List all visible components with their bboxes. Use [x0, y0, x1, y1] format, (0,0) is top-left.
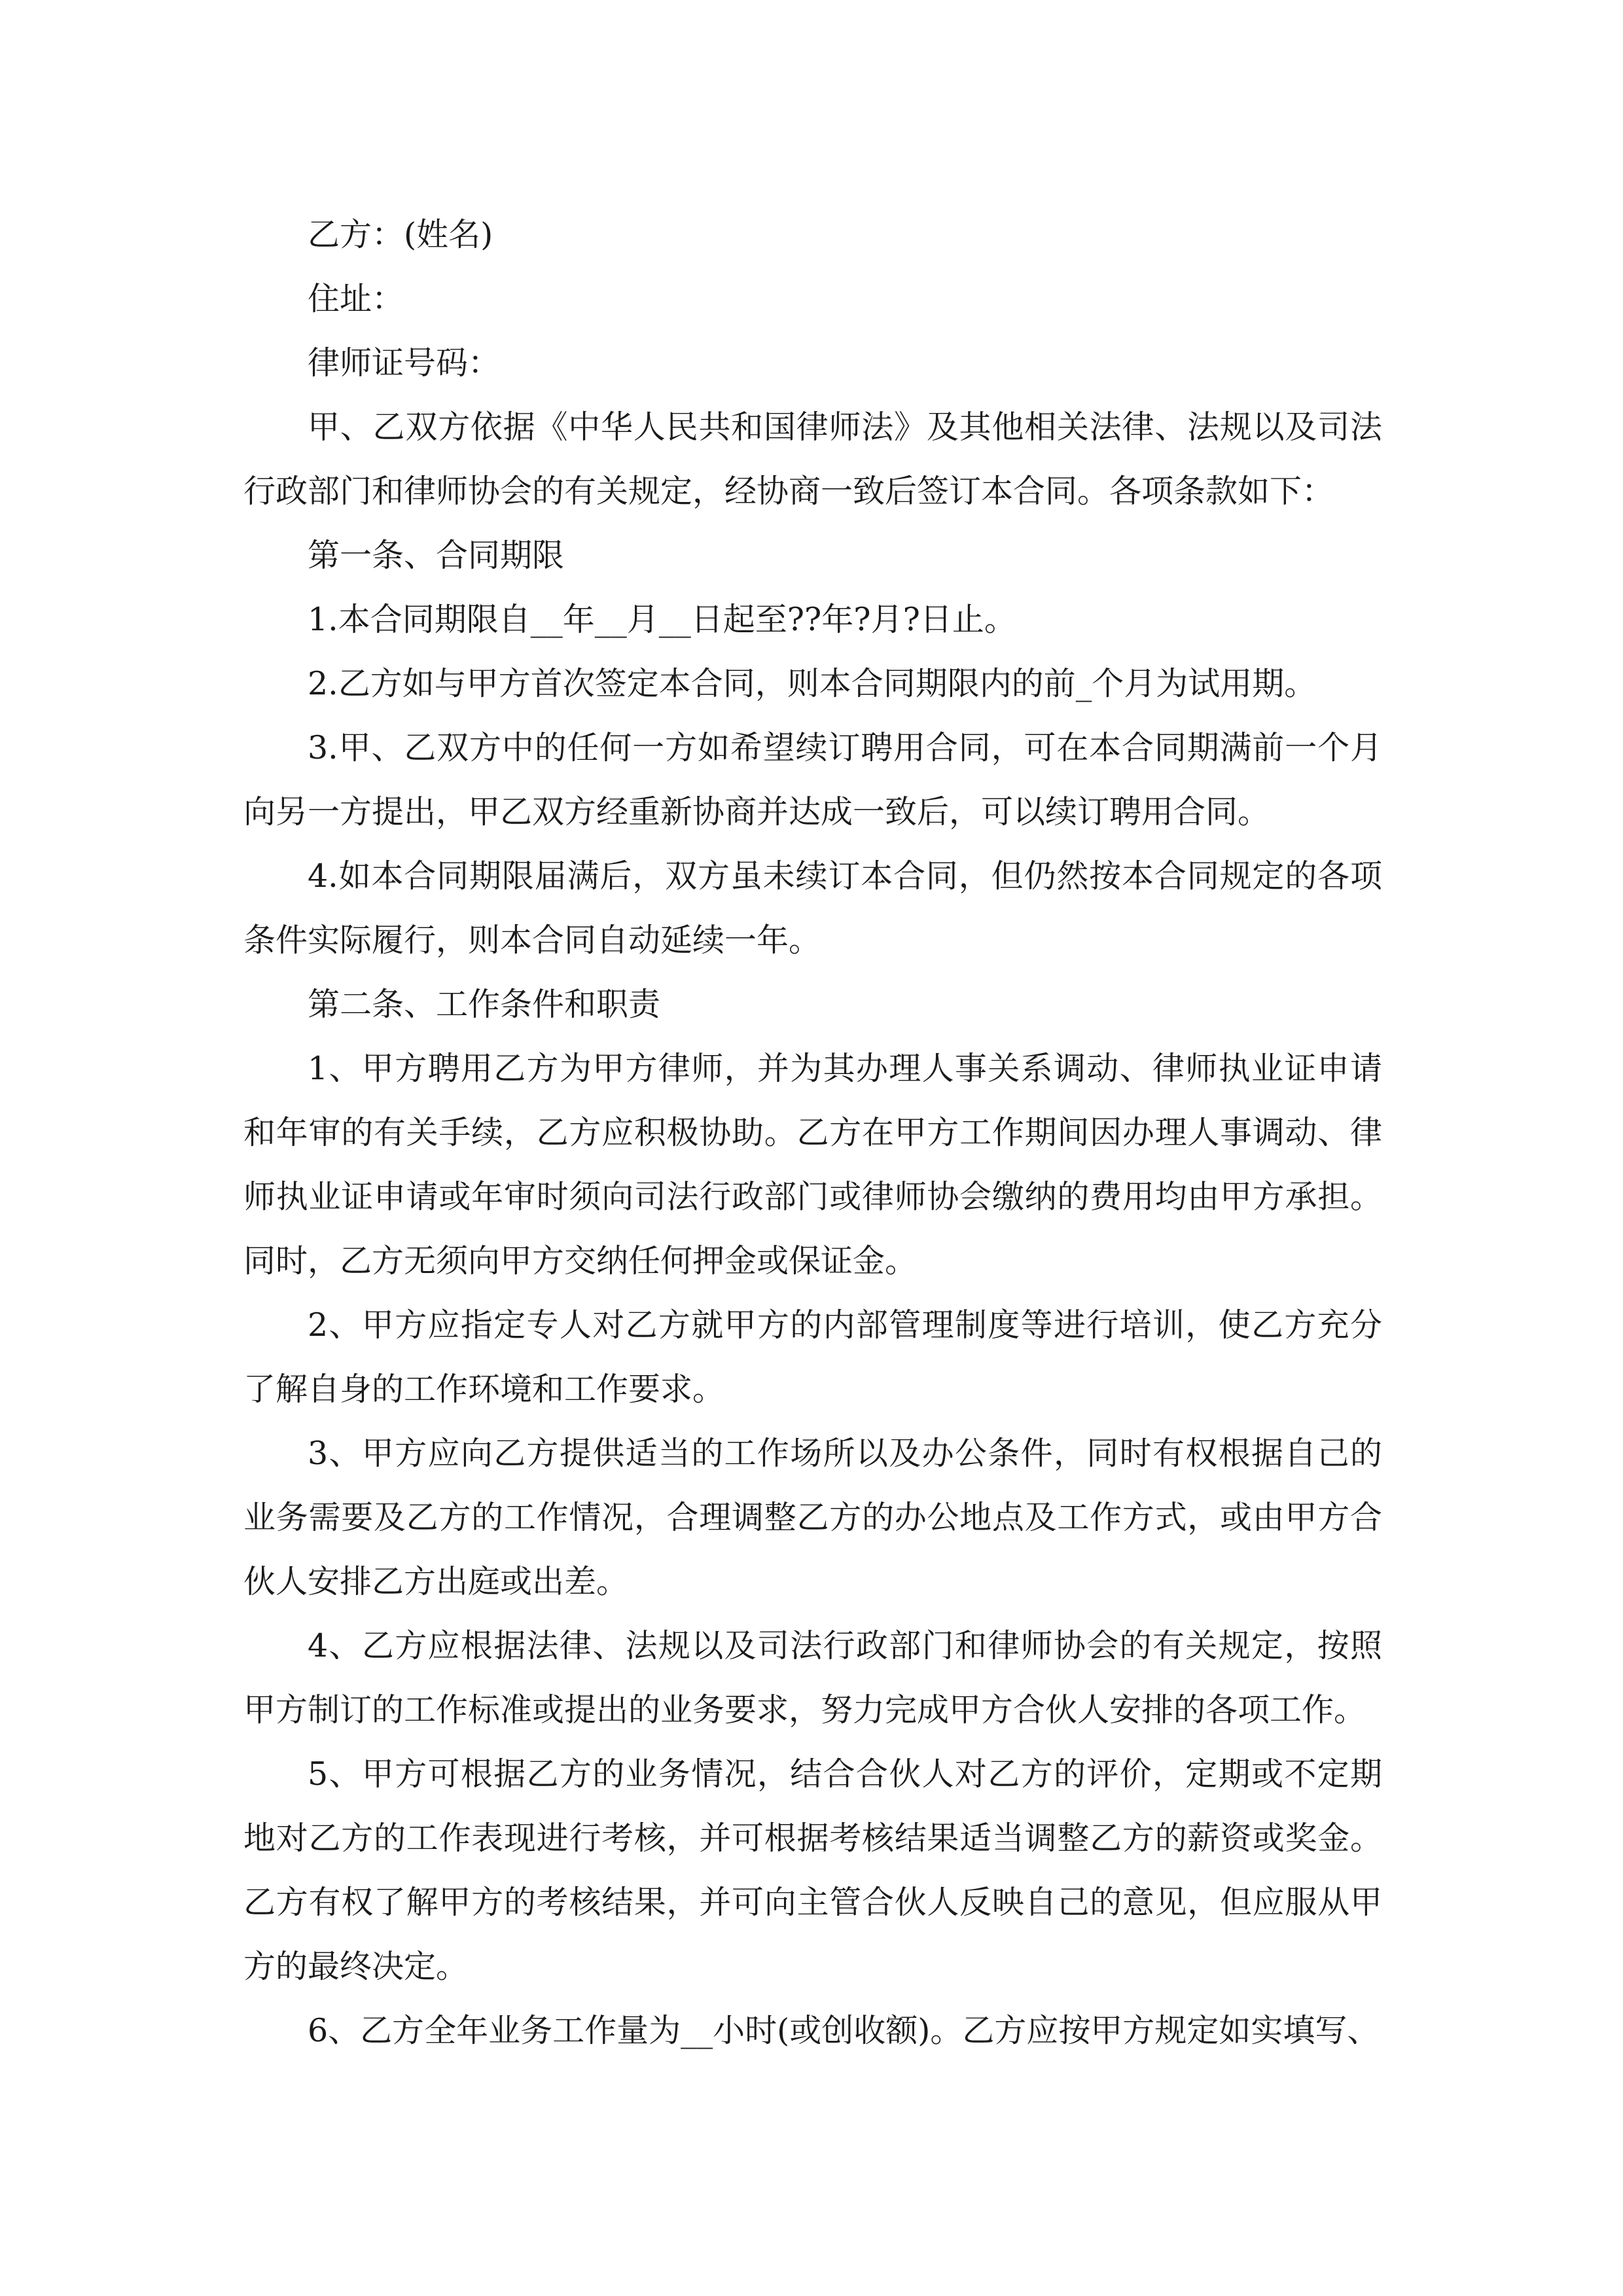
article-2-clause-5: 5、甲方可根据乙方的业务情况，结合合伙人对乙方的评价，定期或不定期地对乙方的工作表现进行考核，并可根据考核结果适当调整乙方的薪资或奖金。乙方有权了解甲方的考核结果，并可向主管合伙人反映自己的意见，但应服从甲方的最终决定。 [243, 1755, 1382, 1985]
article-2-clause-4: 4、乙方应根据法律、法规以及司法行政部门和律师协会的有关规定，按照甲方制订的工作标准或提出的业务要求，努力完成甲方合伙人安排的各项工作。 [243, 1627, 1382, 1729]
preamble-paragraph: 甲、乙双方依据《中华人民共和国律师法》及其他相关法律、法规以及司法行政部门和律师协会的有关规定，经协商一致后签订本合同。各项条款如下： [243, 408, 1382, 510]
article-2-clause-2: 2、甲方应指定专人对乙方就甲方的内部管理制度等进行培训，使乙方充分了解自身的工作环境和工作要求。 [243, 1306, 1382, 1408]
article-1-clause-1: 1.本合同期限自__年__月__日起至??年?月?日止。 [308, 601, 1016, 638]
lawyer-license-number: 律师证号码： [308, 344, 501, 382]
article-1-clause-2: 2.乙方如与甲方首次签定本合同，则本合同期限内的前_个月为试用期。 [308, 665, 1317, 702]
article-2-clause-1: 1、甲方聘用乙方为甲方律师，并为其办理人事关系调动、律师执业证申请和年审的有关手续，乙方应积极协助。乙方在甲方工作期间因办理人事调动、律师执业证申请或年审时须向司法行政部门或律师协会缴纳的费用均由甲方承担。同时，乙方无须向甲方交纳任何押金或保证金。 [243, 1050, 1382, 1280]
article-1-clause-3: 3.甲、乙双方中的任何一方如希望续订聘用合同，可在本合同期满前一个月向另一方提出，甲乙双方经重新协商并达成一致后，可以续订聘用合同。 [243, 729, 1382, 831]
address-line: 住址： [308, 280, 404, 317]
party-b-name: 乙方：(姓名) [308, 216, 493, 253]
article-2-clause-6: 6、乙方全年业务工作量为__小时(或创收额)。乙方应按甲方规定如实填写、 [308, 2012, 1380, 2049]
article-2-clause-3: 3、甲方应向乙方提供适当的工作场所以及办公条件，同时有权根据自己的业务需要及乙方的工作情况，合理调整乙方的办公地点及工作方式，或由甲方合伙人安排乙方出庭或出差。 [243, 1435, 1382, 1600]
document-body [243, 203, 1382, 2063]
article-1-heading: 第一条、合同期限 [308, 537, 565, 574]
article-2-heading: 第二条、工作条件和职责 [308, 986, 661, 1023]
article-1-clause-4: 4.如本合同期限届满后，双方虽未续订本合同，但仍然按本合同规定的各项条件实际履行，则本合同自动延续一年。 [243, 857, 1382, 959]
